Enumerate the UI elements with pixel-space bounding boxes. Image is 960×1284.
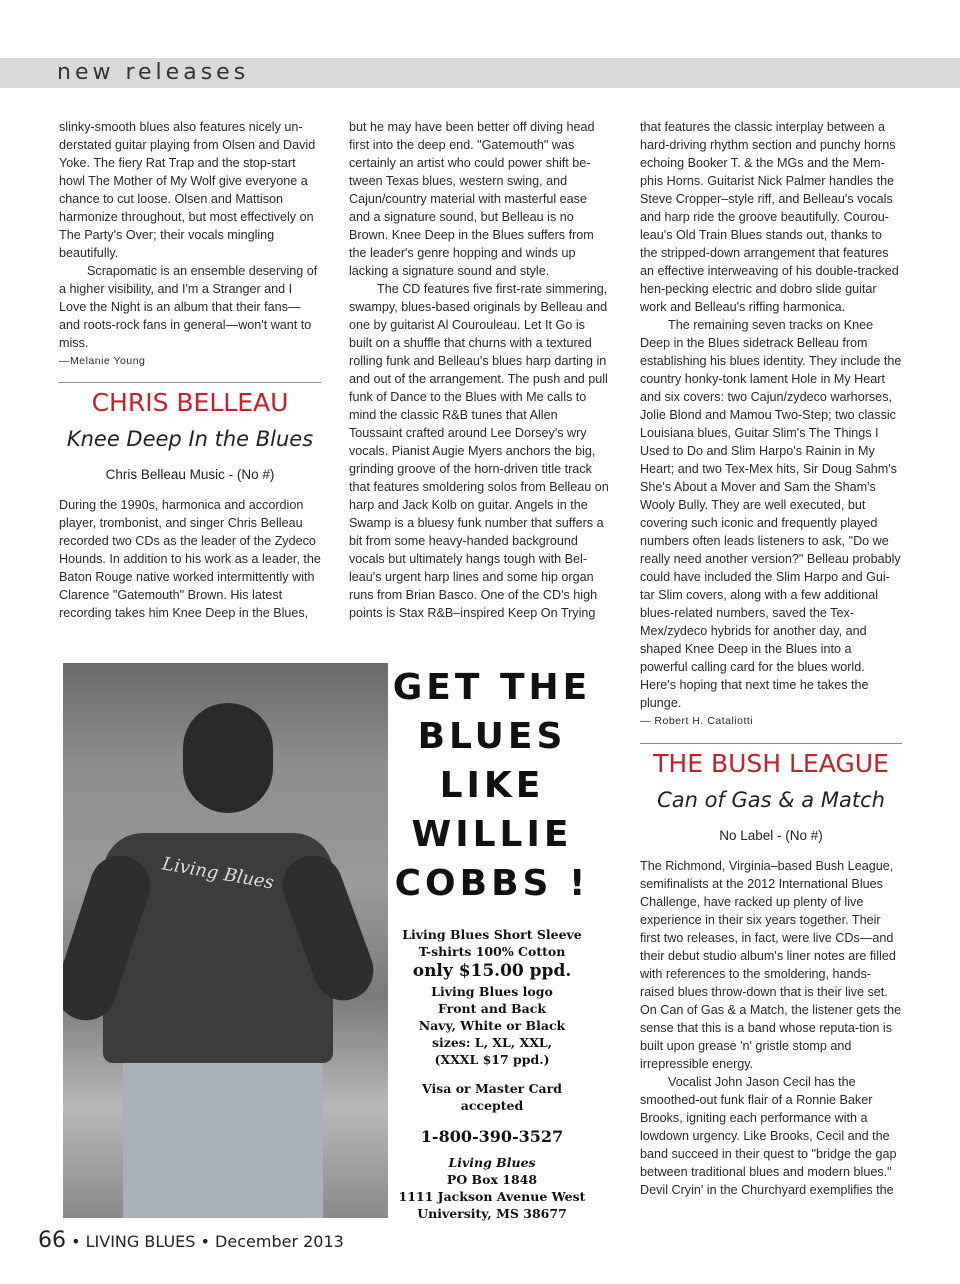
ad-price: only $15.00 ppd. — [412, 961, 572, 981]
photo-jeans — [123, 1063, 323, 1218]
paragraph: Vocalist John Jason Cecil has the smoothed-out funk flair of a Ronnie Baker Brooks, igniting each performance with a lowdown urgency. Like Brooks, Cecil and the band succeed in their quest to "bridge the gap between traditional blues and modern blues." Devil Cryin' in the Churchyard exemplifies the — [640, 1075, 897, 1197]
ad-phone: 1-800-390-3527 — [420, 1127, 564, 1146]
ad-headline-line: WILLIE — [411, 814, 573, 855]
page-number: 66 — [38, 1228, 66, 1253]
paragraph: Scrapomatic is an ensemble deserving of a higher visibility, and I'm a Stranger and I Love the Night is an album that their fans—and roots-rock fans in general—won't want to miss. — [59, 264, 318, 350]
ad-address: Living Blues — [448, 1155, 536, 1170]
ad-headline-line: LIKE — [439, 765, 545, 806]
paragraph: The CD features five first-rate simmering, swampy, blues-based originals by Belleau and one by guitarist Al Courouleau. Let It Go is built on a shuffle that churns with a textured rolling funk and Belleau's blues harp darting in and out of the arrangement. The push and pull funk of Dance to the Blues with Me calls to mind the classic R&B tunes that Allen Toussaint crafted around Lee Dorsey's wry vocals. Pianist Augie Myers anchors the big, grinding groove of the horn-driven title track that features smoldering solos from Belleau on harp and Jack Kolb on guitar. Angels in the Swamp is a bluesy funk number that suffers a bit from some heavy-handed background vocals but ultimately hangs tough with Bel-leau's urgent harp lines and some hip organ runs from Brian Basco. One of the CD's high points is Stax R&B–inspired Keep On Trying — [349, 282, 609, 620]
paragraph: slinky-smooth blues also features nicely un-derstated guitar playing from Olsen and David Yoke. The fiery Rat Trap and the stop-start howl The Mother of My Wolf give everyone a chance to cut loose. Olsen and Mattison harmonize throughout, but most effectively on The Party's Over; their vocals mingling beautifully. — [59, 120, 316, 260]
column-1-top — [59, 118, 321, 370]
review-artist: CHRIS BELLEAU — [91, 388, 289, 417]
divider — [59, 382, 321, 383]
ad-headline-line: COBBS ! — [394, 863, 590, 904]
ad-line: Living Blues logo — [431, 984, 553, 999]
review-label: No Label - (No #) — [719, 828, 823, 843]
ad-line: sizes: L, XL, XXL, — [431, 1035, 553, 1050]
ad-line: T-shirts 100% Cotton — [418, 944, 566, 959]
byline: — Robert H. Cataliotti — [640, 715, 754, 727]
tshirt-advertisement — [392, 663, 592, 1222]
ad-address: University, MS 38677 — [417, 1206, 567, 1221]
review1-column-3 — [640, 118, 902, 730]
photo-shirt-logo: Living Blues — [160, 853, 276, 894]
paragraph: that features the classic interplay between a hard-driving rhythm section and punchy horns echoing Booker T. & the MGs and the Mem-phis Horns. Guitarist Nick Palmer handles the Steve Cropper–style riff, and Belleau's vocals and harp ride the groove beautifully. Courou-leau's Old Train Blues stands out, thanks to the stripped-down arrangement that features an effective interweaving of his double-tracked hen-pecking electric and dobro slide guitar work and Belleau's riffing harmonica. — [640, 120, 899, 314]
review-album: Can of Gas & a Match — [657, 788, 885, 812]
paragraph: The Richmond, Virginia–based Bush League, semifinalists at the 2012 International Blues Challenge, have racked up plenty of live experience in their six years together. Their first two releases, in fact, were live CDs—and their debut studio album's liner notes are filled with references to the smoldering, hands-raised blues throw-down that is their live set. On Can of Gas & a Match, the listener gets the sense that this is a band whose reputa-tion is built upon grease 'n' gristle stomp and irrepressible energy. — [640, 859, 902, 1071]
ad-line: Front and Back — [437, 1001, 546, 1016]
photo-head — [183, 703, 273, 813]
review1-column-1 — [59, 496, 321, 622]
ad-line: (XXXL $17 ppd.) — [434, 1052, 550, 1067]
ad-headline — [392, 663, 592, 908]
ad-headline-line: GET THE — [392, 667, 592, 708]
page-footer — [38, 1228, 344, 1253]
review2-column — [640, 857, 902, 1199]
paragraph: The remaining seven tracks on Knee Deep in the Blues sidetrack Belleau from establishing his blues identity. They include the country honky-tonk lament Hole in My Heart and six covers: two Cajun/zydeco warhorses, Jolie Blond and Mamou Two-Step; two classic Louisiana blues, Guitar Slim's The Things I Used to Do and Slim Harpo's Rainin in My Heart; and two Tex-Mex hits, Sir Doug Sahm's She's About a Mover and Sam the Sham's Wooly Bully. They are well executed, but covering such iconic and frequently played numbers often leads listeners to ask, "Do we really need another version?" Belleau probably could have included the Slim Harpo and Gui-tar Slim covers, along with a few additional blues-related numbers, saved the Tex-Mex/zydeco hybrids for another day, and shaped Knee Deep in the Blues into a powerful calling card for the blues world. Here's hoping that next time he takes the plunge. — [640, 318, 902, 710]
review-album: Knee Deep In the Blues — [66, 427, 314, 451]
paragraph: During the 1990s, harmonica and accordion player, trombonist, and singer Chris Belleau recorded two CDs as the leader of the Zydeco Hounds. In addition to his work as a leader, the Baton Rouge native worked intermittently with Clarence "Gatemouth" Brown. His latest recording takes him Knee Deep in the Blues, — [59, 498, 321, 620]
section-title: new releases — [57, 60, 250, 85]
ad-line: Living Blues Short Sleeve — [402, 927, 582, 942]
paragraph: but he may have been better off diving head first into the deep end. "Gatemouth" was certainly an artist who could power shift be-tween Texas blues, western swing, and Cajun/country material with masterful ease and a signature sound, but Belleau is no Brown. Knee Deep in the Blues suffers from the leader's genre hopping and winds up lacking a signature sound and style. — [349, 120, 595, 278]
ad-cards: Visa or Master Card accepted — [421, 1081, 562, 1113]
ad-address: 1111 Jackson Avenue West — [398, 1189, 586, 1204]
footer-text: • LIVING BLUES • December 2013 — [71, 1232, 344, 1251]
ad-address: PO Box 1848 — [446, 1172, 538, 1187]
byline: —Melanie Young — [59, 355, 146, 367]
photo-willie-cobbs — [63, 663, 388, 1218]
review-label: Chris Belleau Music - (No #) — [105, 467, 275, 482]
ad-line: Navy, White or Black — [418, 1018, 566, 1033]
divider — [640, 743, 902, 744]
review1-column-2 — [349, 118, 611, 622]
review-artist: THE BUSH LEAGUE — [653, 749, 889, 778]
ad-headline-line: BLUES — [417, 716, 567, 757]
